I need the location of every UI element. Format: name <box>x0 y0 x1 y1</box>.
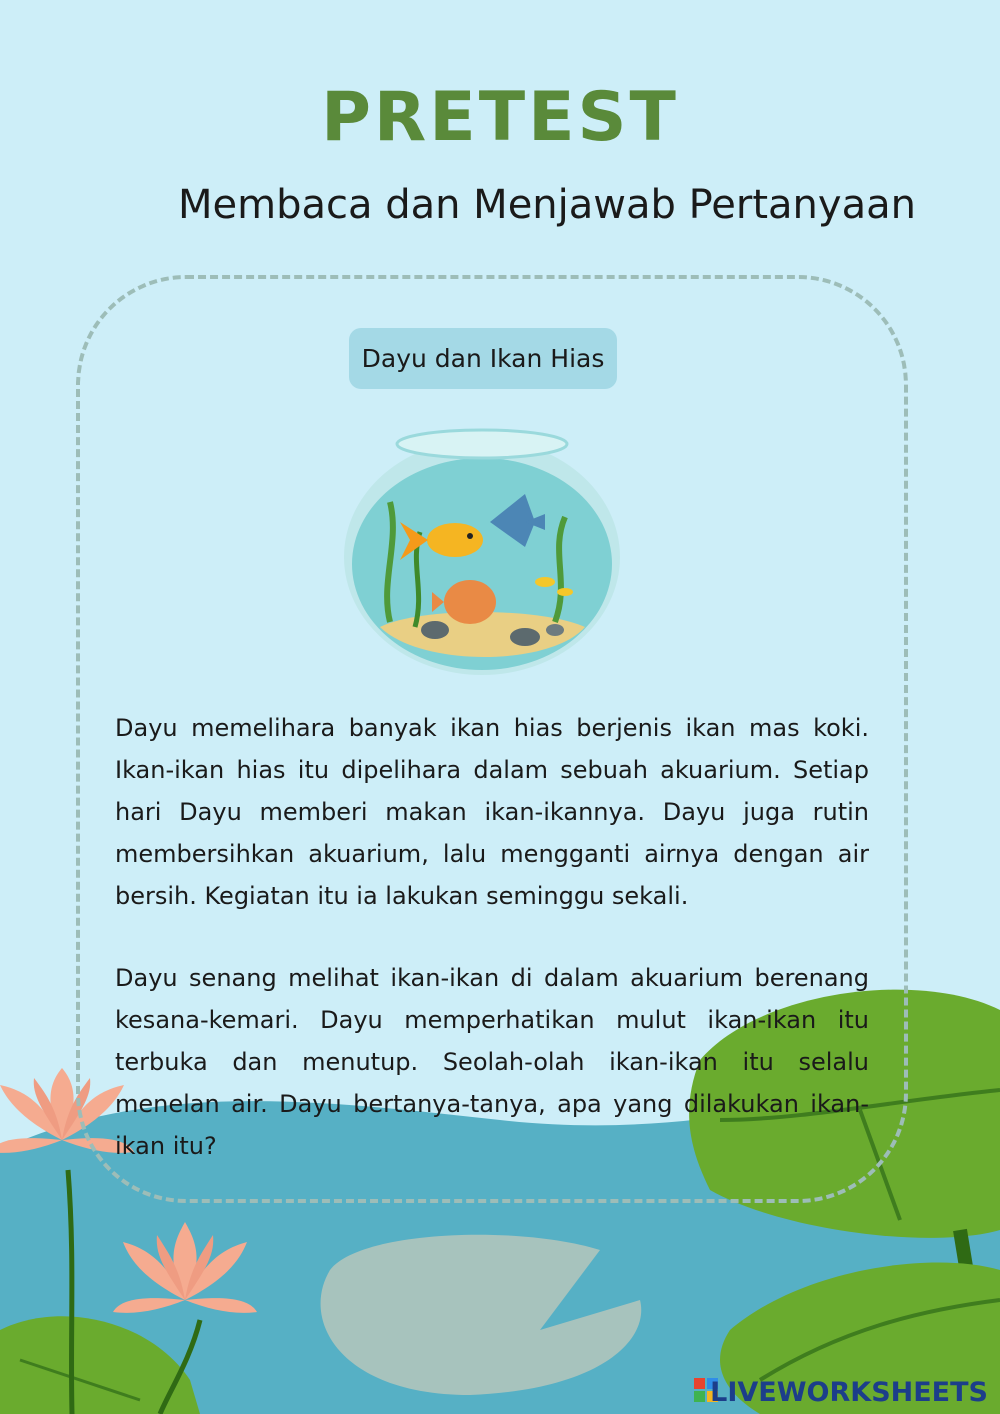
story-paragraph-2: Dayu senang melihat ikan-ikan di dalam akuarium berenang kesana-kemari. Dayu memperhatikan mulut ikan-ikan itu terbuka dan menutup. Seolah-olah ikan-ikan itu selalu menelan air. Dayu bertanya-tanya, apa yang dilakukan ikan-ikan itu? <box>115 964 869 1160</box>
page-subtitle: Membaca dan Menjawab Pertanyaan <box>178 182 916 228</box>
story-paragraph-1: Dayu memelihara banyak ikan hias berjenis ikan mas koki. Ikan-ikan hias itu dipelihara dalam sebuah akuarium. Setiap hari Dayu memberi makan ikan-ikannya. Dayu juga rutin membersihkan akuarium, lalu mengganti airnya dengan air bersih. Kegiatan itu ia lakukan seminggu sekali. <box>115 714 869 910</box>
story-title: Dayu dan Ikan Hias <box>349 328 617 389</box>
brand-watermark[interactable]: LIVEWORKSHEETS <box>710 1377 988 1408</box>
page-title: PRETEST <box>321 78 679 157</box>
fishbowl-illustration <box>340 422 625 677</box>
